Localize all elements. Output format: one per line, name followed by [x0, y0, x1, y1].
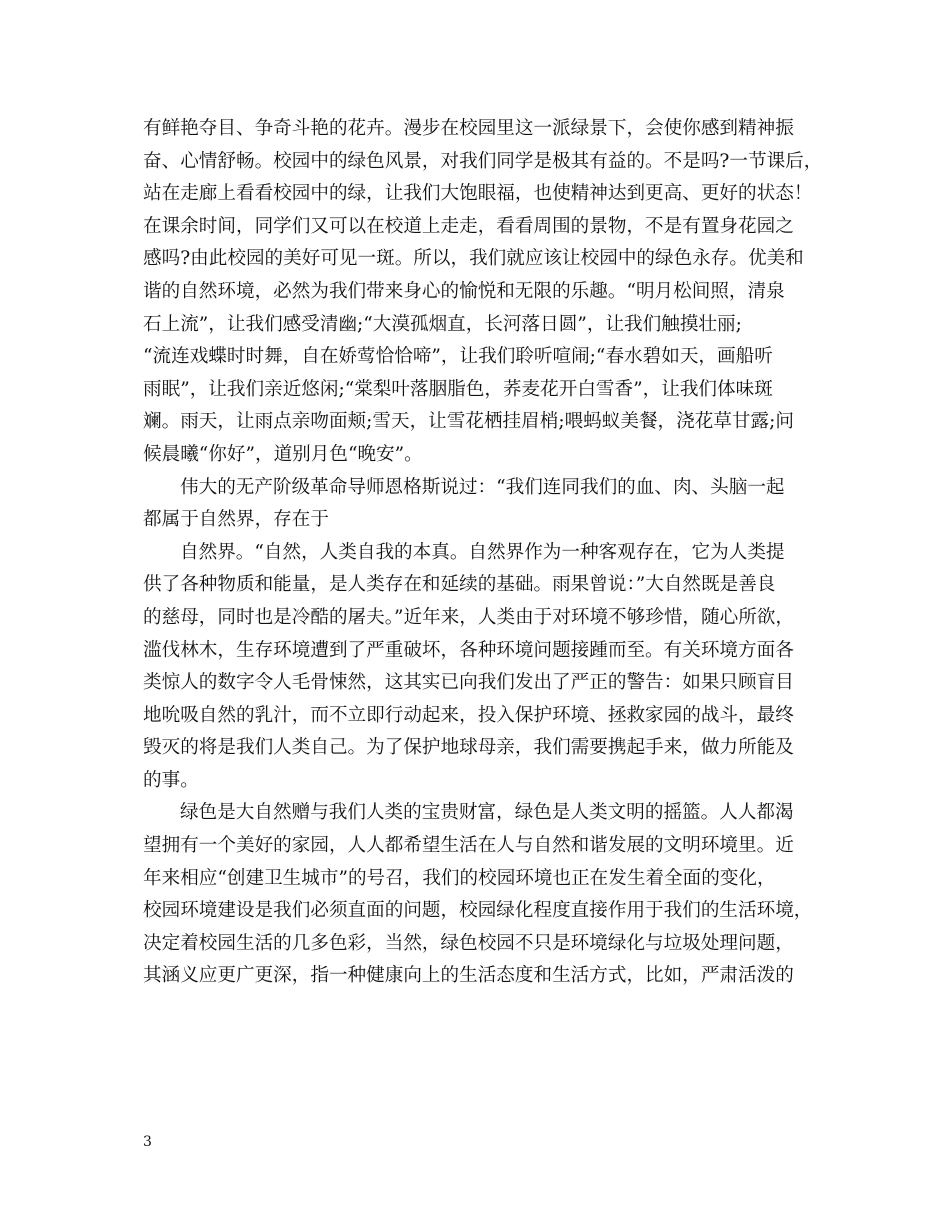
- text-line: 毁灭的将是我们人类自己。为了保护地球母亲，我们需要携起手来，做力所能及: [143, 737, 794, 759]
- text-line: 斓。雨天，让雨点亲吻面颊;雪天，让雪花栖挂眉梢;喂蚂蚁美餐，浇花草甘露;问: [143, 411, 794, 433]
- text-line: 校园环境建设是我们必须直面的问题，校园绿化程度直接作用于我们的生活环境，: [143, 900, 813, 922]
- text-line: 奋、心情舒畅。校园中的绿色风景，对我们同学是极其有益的。不是吗?一节课后，: [143, 150, 823, 172]
- text-line: 感吗?由此校园的美好可见一斑。所以，我们就应该让校园中的绿色永存。优美和: [143, 248, 804, 270]
- text-line: 其涵义应更广更深，指一种健康向上的生活态度和生活方式，比如，严肃活泼的: [143, 965, 794, 987]
- text-line: 类惊人的数字令人毛骨悚然，这其实已向我们发出了严正的警告：如果只顾盲目: [143, 672, 794, 694]
- text-line: 决定着校园生活的几多色彩，当然，绿色校园不只是环境绿化与垃圾处理问题，: [143, 932, 794, 954]
- text-line: 年来相应“创建卫生城市”的号召，我们的校园环境也正在发生着全面的变化，: [143, 867, 776, 889]
- text-line: 伟大的无产阶级革命导师恩格斯说过：“我们连同我们的血、肉、头脑一起: [180, 476, 785, 498]
- text-line: 望拥有一个美好的家园，人人都希望生活在人与自然和谐发展的文明环境里。近: [143, 835, 794, 857]
- text-line: 的事。: [143, 769, 199, 791]
- text-line: 站在走廊上看看校园中的绿，让我们大饱眼福，也使精神达到更高、更好的状态！: [143, 183, 813, 205]
- text-line: 谐的自然环境，必然为我们带来身心的愉悦和无限的乐趣。“明月松间照，清泉: [143, 280, 785, 302]
- text-line: 地吮吸自然的乳汁，而不立即行动起来，投入保护环境、拯救家园的战斗，最终: [143, 704, 794, 726]
- text-line: 石上流”，让我们感受清幽;“大漠孤烟直，长河落日圆”，让我们触摸壮丽;: [143, 313, 742, 335]
- text-line: 有鲜艳夺目、争奇斗艳的花卉。漫步在校园里这一派绿景下，会使你感到精神振: [143, 118, 794, 139]
- body-text: [143, 113, 823, 993]
- text-line: “流连戏蝶时时舞，自在娇莺恰恰啼”，让我们聆听喧闹;“春水碧如天，画船听: [143, 346, 773, 368]
- text-line: 的慈母，同时也是冷酷的屠夫。”近年来，人类由于对环境不够珍惜，随心所欲，: [143, 606, 794, 628]
- page-number: 3: [143, 1134, 152, 1150]
- text-line: 在课余时间，同学们又可以在校道上走走，看看周围的景物，不是有置身花园之: [143, 215, 794, 237]
- text-line: 雨眠”，让我们亲近悠闲;“棠梨叶落胭脂色，荞麦花开白雪香”，让我们体味斑: [143, 378, 773, 400]
- text-line: 绿色是大自然赠与我们人类的宝贵财富，绿色是人类文明的摇篮。人人都渴: [180, 802, 794, 824]
- text-line: 供了各种物质和能量，是人类存在和延续的基础。雨果曾说：”大自然既是善良: [143, 574, 776, 596]
- text-line: 滥伐林木，生存环境遭到了严重破坏，各种环境问题接踵而至。有关环境方面各: [143, 639, 794, 661]
- text-line: 自然界。“自然，人类自我的本真。自然界作为一种客观存在，它为人类提: [180, 541, 785, 563]
- text-line: 都属于自然界，存在于: [143, 509, 329, 531]
- text-line: 候晨曦“你好”，道别月色“晚安”。: [143, 443, 423, 465]
